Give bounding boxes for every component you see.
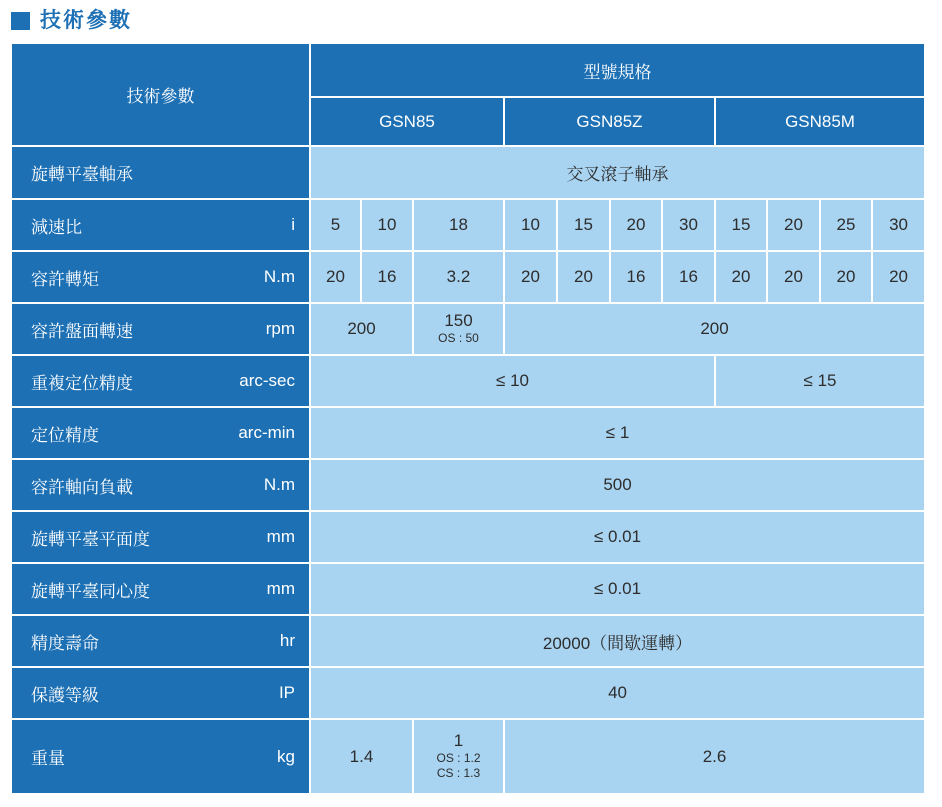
row-label-cell <box>11 563 310 615</box>
value-cell: ≤ 15 <box>715 355 925 407</box>
row-label: 旋轉平臺平面度 <box>31 529 150 549</box>
value-cell: 20 <box>820 251 872 303</box>
row-unit: IP <box>278 683 295 702</box>
value-cell: 20 <box>767 251 820 303</box>
value-cell: 20 <box>504 251 557 303</box>
row-label-cell <box>11 615 310 667</box>
value-cell: 20 <box>610 199 662 251</box>
row-label: 保護等級 <box>31 685 99 705</box>
row-label: 容許盤面轉速 <box>31 321 133 341</box>
row-label-cell <box>11 355 310 407</box>
value-cell: 10 <box>361 199 413 251</box>
table-row-accuracy <box>11 407 925 459</box>
table-header-row-1 <box>11 43 925 97</box>
row-label: 定位精度 <box>31 425 99 445</box>
row-label: 精度壽命 <box>31 633 99 653</box>
model-header-gsn85z: GSN85Z <box>504 97 715 146</box>
value-cell: 20 <box>767 199 820 251</box>
row-label-cell <box>11 459 310 511</box>
value-cell: 交叉滾子軸承 <box>310 146 925 199</box>
model-header-gsn85m: GSN85M <box>715 97 925 146</box>
value-cell: ≤ 0.01 <box>310 563 925 615</box>
value-cell: 200 <box>310 303 413 355</box>
table-row-torque <box>11 251 925 303</box>
value-cell: ≤ 10 <box>310 355 715 407</box>
value-cell: 5 <box>310 199 361 251</box>
table-row-weight <box>11 719 925 794</box>
row-label: 減速比 <box>31 217 82 237</box>
table-row-bearing <box>11 146 925 199</box>
value-cell: 2.6 <box>504 719 925 794</box>
value-cell: 20 <box>310 251 361 303</box>
value-cell: 20000（間歇運轉） <box>310 615 925 667</box>
row-label-cell <box>11 719 310 794</box>
row-label: 容許轉矩 <box>31 269 99 289</box>
value-cell: 20 <box>715 251 767 303</box>
value-cell: 30 <box>662 199 715 251</box>
row-unit: N.m <box>263 475 295 494</box>
value-cell: 30 <box>872 199 925 251</box>
value-main: 1 <box>453 731 464 751</box>
table-row-protection <box>11 667 925 719</box>
value-cell: 1.4 <box>310 719 413 794</box>
value-cell: 16 <box>610 251 662 303</box>
value-cell: 40 <box>310 667 925 719</box>
row-label-cell <box>11 303 310 355</box>
value-cell: 15 <box>557 199 610 251</box>
value-cell <box>413 303 504 355</box>
value-cell: 200 <box>504 303 925 355</box>
title-square-icon <box>11 12 30 30</box>
value-sub: OS : 50 <box>438 330 479 345</box>
row-label-cell <box>11 511 310 563</box>
value-main: 150 <box>444 311 473 331</box>
value-cell: 18 <box>413 199 504 251</box>
row-unit: hr <box>279 631 295 650</box>
value-cell: 500 <box>310 459 925 511</box>
table-row-concentricity <box>11 563 925 615</box>
row-label: 重複定位精度 <box>31 373 133 393</box>
spec-table <box>10 42 926 795</box>
param-header-cell: 技術參數 <box>11 43 310 146</box>
table-row-ratio <box>11 199 925 251</box>
table-row-repeatability <box>11 355 925 407</box>
value-cell: 20 <box>557 251 610 303</box>
row-unit: rpm <box>265 319 295 338</box>
row-label-cell <box>11 407 310 459</box>
value-cell: 15 <box>715 199 767 251</box>
value-cell: 16 <box>662 251 715 303</box>
row-unit: arc-min <box>238 423 295 442</box>
table-row-flatness <box>11 511 925 563</box>
table-row-accuracy-life <box>11 615 925 667</box>
row-label: 旋轉平臺軸承 <box>31 165 133 184</box>
value-cell: 3.2 <box>413 251 504 303</box>
model-spec-header: 型號規格 <box>310 43 925 97</box>
value-cell: 10 <box>504 199 557 251</box>
row-unit: arc-sec <box>239 371 295 390</box>
page-title: 技術參數 <box>40 9 132 32</box>
value-sub: CS : 1.3 <box>436 766 481 781</box>
value-cell <box>413 719 504 794</box>
table-row-axial-load <box>11 459 925 511</box>
value-sub: OS : 1.2 <box>436 750 481 765</box>
row-unit: mm <box>266 527 295 546</box>
row-label-cell <box>11 146 310 199</box>
row-label-cell <box>11 667 310 719</box>
row-label-cell <box>11 251 310 303</box>
row-label: 重量 <box>31 749 65 768</box>
row-label: 旋轉平臺同心度 <box>31 581 150 601</box>
row-unit: kg <box>277 746 295 766</box>
value-cell: 16 <box>361 251 413 303</box>
table-row-speed <box>11 303 925 355</box>
row-unit: N.m <box>263 267 295 286</box>
model-header-gsn85: GSN85 <box>310 97 504 146</box>
value-cell: 25 <box>820 199 872 251</box>
row-label-cell <box>11 199 310 251</box>
value-cell: ≤ 1 <box>310 407 925 459</box>
value-cell: ≤ 0.01 <box>310 511 925 563</box>
row-unit: mm <box>266 579 295 598</box>
row-label: 容許軸向負載 <box>31 477 133 497</box>
value-cell: 20 <box>872 251 925 303</box>
section-title <box>0 0 942 32</box>
row-unit: i <box>291 215 295 234</box>
